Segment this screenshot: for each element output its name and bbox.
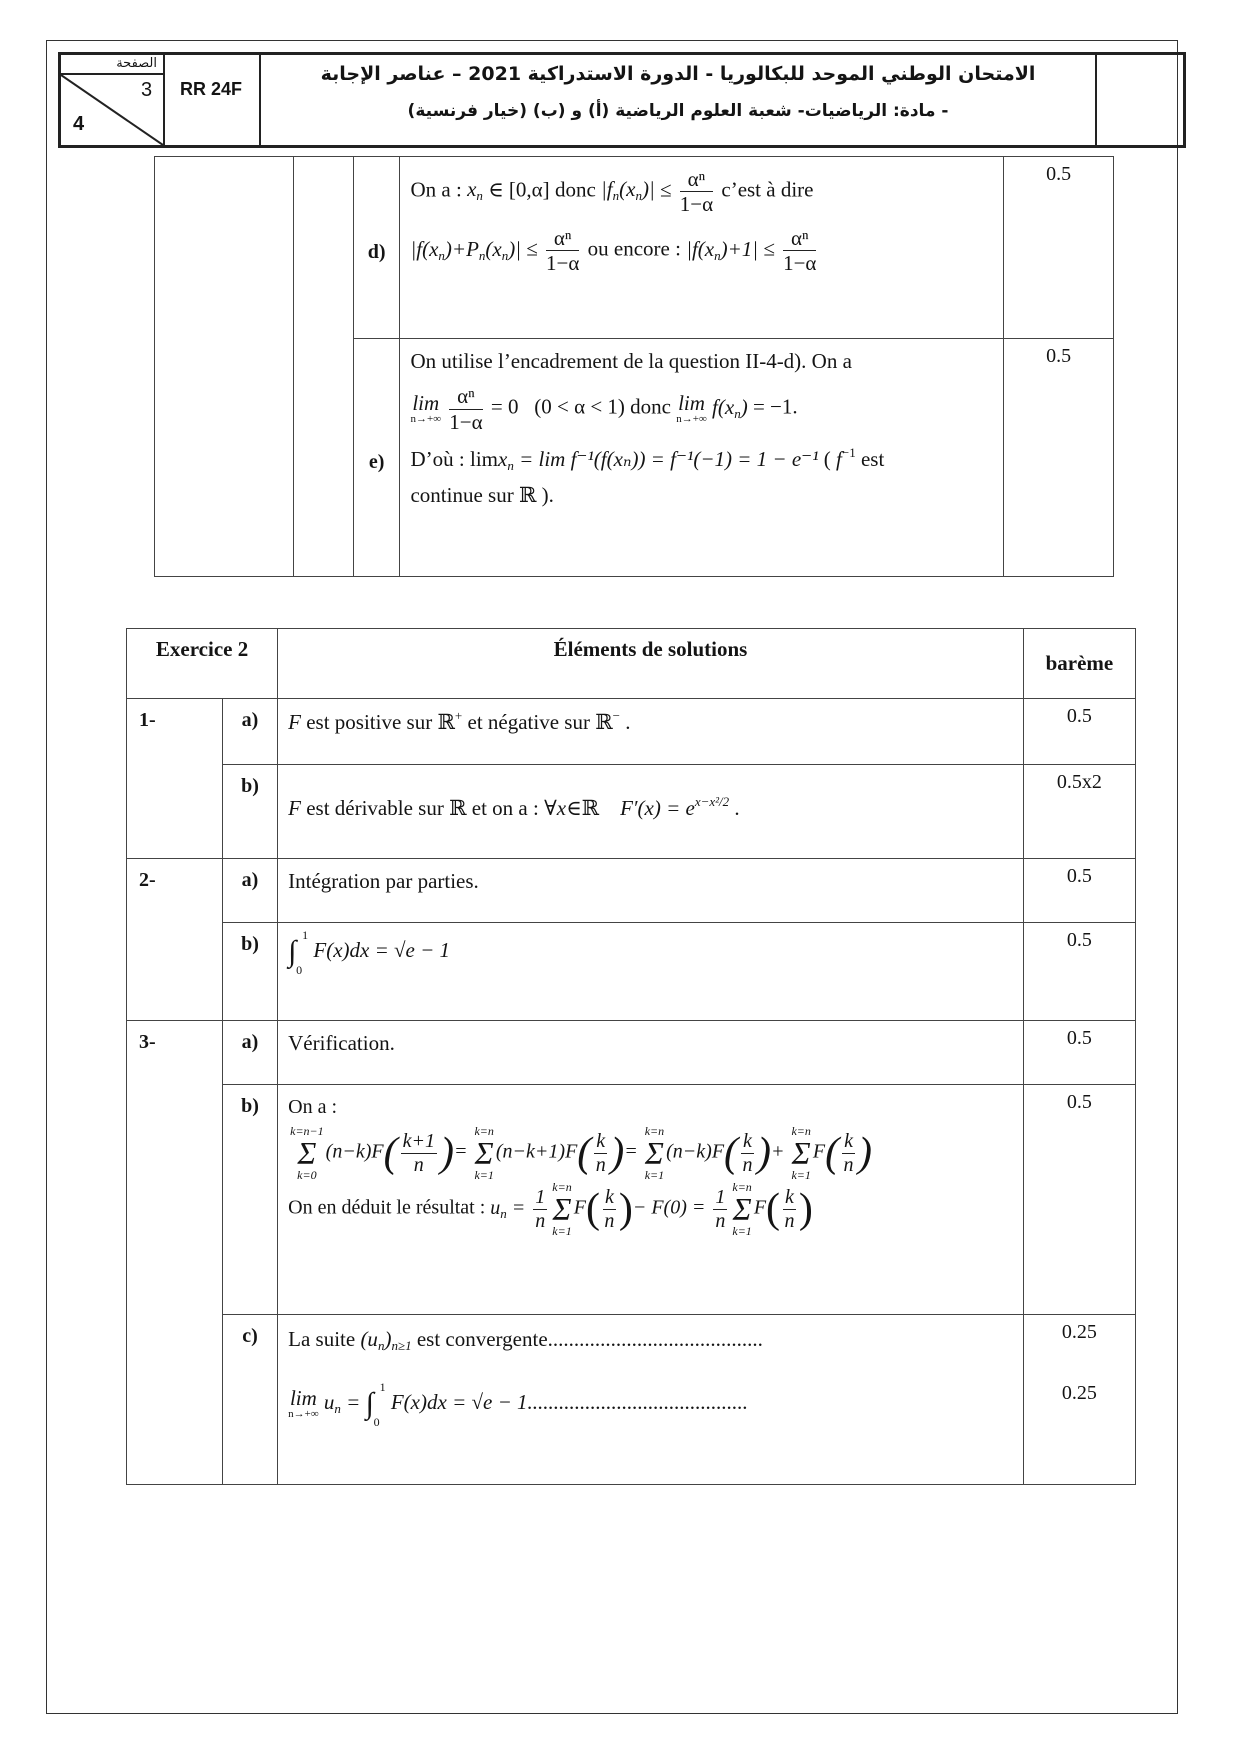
text: et on a : — [471, 796, 539, 820]
q3b-label: b) — [222, 1085, 277, 1315]
q3a-label: a) — [222, 1021, 277, 1085]
top-table — [154, 156, 1114, 577]
q3c-content: La suite $(u_n)_{n\ge 1}$ est convergente......................................... lim n→+∞ $u_n$ = ∫ 1 0 F(x)dx = √e − 1.......................................... — [278, 1315, 1024, 1485]
lim-under: n→+∞ — [676, 413, 707, 426]
text: = lim f⁻¹(f(xₙ)) = f⁻¹(−1) = 1 − e⁻¹ — [519, 446, 819, 471]
empty-col-2 — [293, 157, 353, 577]
one-minus-alpha: 1−α — [783, 251, 817, 276]
q-d-label: d) — [353, 157, 400, 339]
alpha-n: αⁿ — [680, 167, 713, 192]
q3a-score: 0.5 — [1023, 1021, 1135, 1085]
one-minus-alpha: 1−α — [679, 192, 714, 217]
q-d-content: On a : $x_n$ ∈ [0,α] donc $|f_n(x_n)|$ ≤ $\frac{\text{αⁿ}}{1-\alpha}$ c’est à dire $|f(x_n)+P_n(x_n)|$ ≤ $\frac{\text{αⁿ}}{1-\alpha}$ ou encore : $|f(x_n)+1|$ ≤ $\frac{\text{αⁿ}}{1-\alpha}$ — [400, 157, 1004, 339]
text: ou encore : — [587, 236, 681, 261]
q1b-score: 0.5x2 — [1023, 765, 1135, 859]
text: est positive sur — [306, 710, 433, 734]
lim: lim — [289, 1386, 317, 1411]
e-continue: continue sur ℝ ). — [410, 482, 554, 507]
text: est dérivable sur — [306, 796, 444, 820]
q1a-label: a) — [222, 699, 277, 765]
text: D’où : — [410, 446, 465, 471]
q3-num: 3- — [127, 1021, 223, 1485]
empty-col-1 — [155, 157, 294, 577]
text: donc — [630, 394, 671, 419]
q2a-score: 0.5 — [1023, 859, 1135, 923]
alpha-n: αⁿ — [546, 226, 579, 251]
col-solutions: Éléments de solutions — [278, 629, 1024, 699]
one-minus-alpha: 1−α — [449, 409, 483, 434]
exam-code: RR 24F — [179, 79, 242, 99]
code-box — [163, 55, 261, 145]
q-e-score: 0.5 — [1004, 339, 1114, 577]
q1a-score: 0.5 — [1023, 699, 1135, 765]
header-subtitle: - مادة: الرياضيات- شعبة العلوم الرياضية (أ) و (ب) (خيار فرنسية) — [407, 101, 949, 121]
text: La suite — [288, 1327, 356, 1351]
header-empty-box — [1095, 55, 1183, 145]
lim-under: n→+∞ — [410, 413, 442, 426]
page-number-box — [61, 55, 165, 145]
text: donc — [554, 177, 596, 202]
q-d-score: 0.5 — [1004, 157, 1114, 339]
page-current: 3 — [141, 79, 153, 101]
exercise-title: Exercice 2 — [127, 629, 278, 699]
text: (0 < α < 1) — [534, 394, 625, 419]
text: = −1. — [752, 394, 798, 419]
text: c’est à dire — [721, 177, 814, 202]
q2b-score: 0.5 — [1023, 923, 1135, 1021]
lim: lim — [412, 391, 440, 416]
q-e-label: e) — [353, 339, 400, 577]
q1b-label: b) — [222, 765, 277, 859]
q1a-content: F est positive sur ℝ+ et négative sur ℝ− . — [278, 699, 1024, 765]
one-minus-alpha: 1−α — [546, 251, 580, 276]
text: On a : — [410, 177, 462, 202]
text: = √e − 1 — [374, 937, 451, 962]
q3b-content: On a : k=n−1 Σ k=0(n−k)F( $\frac{k+1}{n}$ )= k=n Σ k=1(n−k+1)F( $\frac{k}{n}$ )= k=n Σ k=1(n−k)F( $\frac{k}{n}$ )+ k=n Σ k=1F( $\frac{k}{n}$ ) On en déduit le résultat : $u_n$ = $\frac{1}{n}$ k=n Σ k=1F( $\frac{k}{n}$ )− F(0) = $\frac{1}{n}$ k=n Σ k=1F( $\frac{k}{n}$ ) — [278, 1085, 1024, 1315]
lim: lim — [678, 391, 705, 416]
q3c-label: c) — [222, 1315, 277, 1485]
text: On en déduit le résultat : — [288, 1196, 486, 1219]
text: est convergente......................................... — [416, 1327, 763, 1351]
alpha-n: αⁿ — [449, 384, 482, 409]
q2b-label: b) — [222, 923, 277, 1021]
col-bareme: barème — [1023, 629, 1135, 699]
q1b-content: F est dérivable sur ℝ et on a : ∀x∈ℝ $F'(x) = e^{x-x^2/2}$ . — [278, 765, 1024, 859]
q3c-scores — [1023, 1315, 1135, 1485]
q2a-label: a) — [222, 859, 277, 923]
q2b-content: ∫ 1 0 F(x)dx = √e − 1 — [278, 923, 1024, 1021]
text: est — [860, 446, 885, 471]
q3b-score: 0.5 — [1023, 1085, 1135, 1315]
header-title: الامتحان الوطني الموحد للبكالوريا - الدورة الاستدراكية 2021 – عناصر الإجابة — [320, 63, 1036, 85]
q3a-content: Vérification. — [278, 1021, 1024, 1085]
alpha-n: αⁿ — [783, 226, 816, 251]
q2-num: 2- — [127, 859, 223, 1021]
text: = 0 — [490, 394, 519, 419]
lim-under: n→+∞ — [288, 1408, 319, 1421]
q3c-score1: 0.25 — [1061, 1321, 1097, 1343]
exercise-table — [126, 628, 1136, 1485]
text: On a : — [288, 1096, 338, 1118]
q2a-content: Intégration par parties. — [278, 859, 1024, 923]
page-header — [58, 52, 1186, 148]
page-total: 4 — [73, 113, 85, 135]
text: et négative sur — [467, 710, 590, 734]
q3c-score2: 0.25 — [1061, 1382, 1097, 1404]
text: = √e − 1.......................................... — [452, 1390, 749, 1414]
page-label: الصفحة — [61, 55, 163, 75]
q1-num: 1- — [127, 699, 223, 859]
e-line1: On utilise l’encadrement de la question II-4-d). On a — [410, 349, 852, 373]
q-e-content: On utilise l’encadrement de la question II-4-d). On a lim n→+∞ $\frac{\text{αⁿ}}{1-\alpha}$ = 0 (0 < α < 1) donc lim n→+∞ $f(x_n) = -1$. D’où : limx$_n$ = lim f⁻¹(f(xₙ)) = f⁻¹(−1) = 1 − e⁻¹ ( $f^{-1}$ est continue sur ℝ ). — [400, 339, 1004, 577]
